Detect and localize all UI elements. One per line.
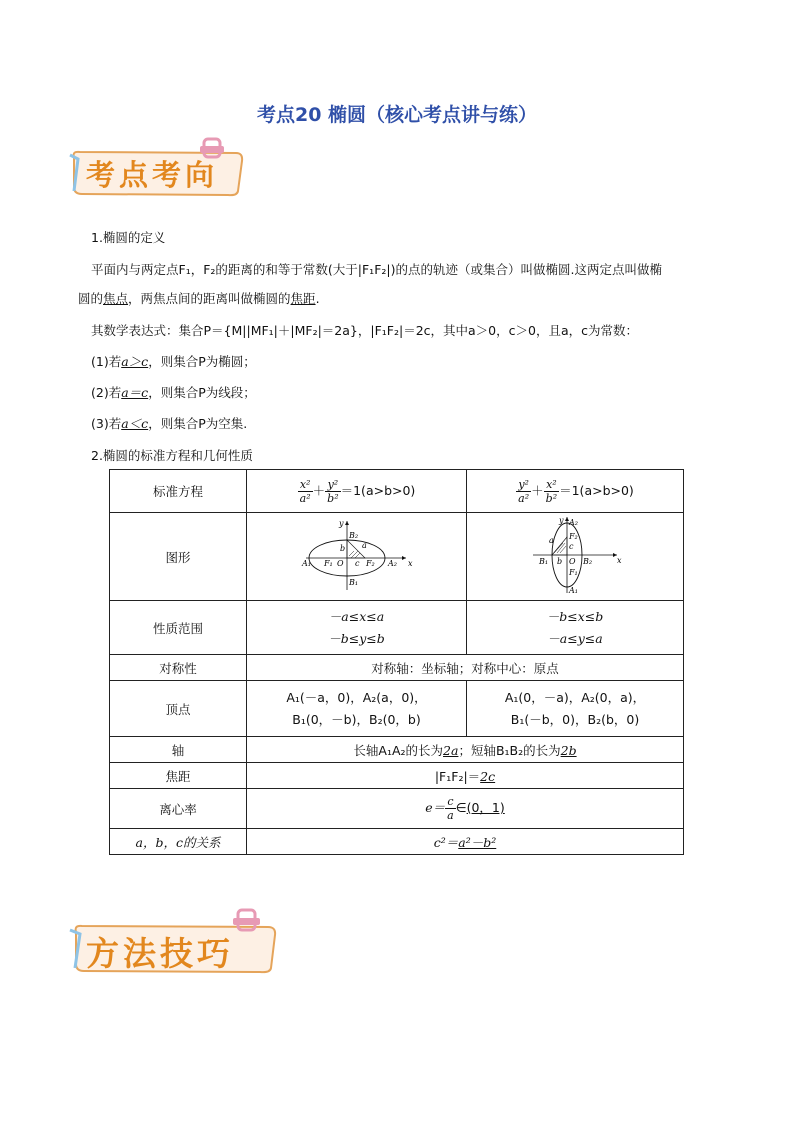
label-f2: F₂ — [569, 532, 578, 541]
equation-tail: ＝1(a>b>0) — [559, 482, 634, 498]
long-axis-length: 2a — [443, 742, 459, 758]
math-expression: 其数学表达式：集合P＝{M||MF₁|＋|MF₂|＝2a}，|F₁F₂|＝2c，其中a＞0，c＞0，且a，c为常数： — [91, 323, 638, 338]
label-b: b — [557, 557, 563, 566]
eccentricity-value — [247, 789, 684, 829]
relation-value — [247, 829, 684, 855]
fraction — [516, 478, 531, 505]
label-origin: O — [569, 557, 576, 566]
case-condition: a＝c — [121, 385, 149, 400]
banner-fangfa — [68, 920, 283, 973]
row-label: 性质范围 — [110, 601, 247, 655]
fraction-denominator: b² — [545, 491, 558, 505]
definition-line2 — [78, 284, 698, 313]
ecc-range: (0，1) — [466, 800, 505, 815]
axis-text: 长轴A₁A₂的长为 — [353, 742, 444, 758]
row-label: 图形 — [110, 513, 247, 601]
fraction-numerator: x² — [298, 478, 313, 492]
range-y: －b≤y≤b — [328, 630, 385, 646]
table-row — [110, 829, 684, 855]
label-f2: F₂ — [365, 559, 375, 568]
fraction-numerator: x² — [544, 478, 559, 492]
case-condition: a＜c — [121, 416, 149, 431]
table-row — [110, 763, 684, 789]
figure-vertical-ellipse — [467, 513, 684, 601]
case-1 — [91, 347, 711, 376]
horizontal-ellipse-diagram — [302, 518, 412, 592]
table-row — [110, 655, 684, 681]
short-axis-length: 2b — [560, 742, 577, 758]
definition-text: 圆的 — [78, 291, 104, 306]
fraction-denominator: a² — [299, 491, 311, 505]
term-focus: 焦点 — [103, 291, 129, 306]
label-origin: O — [336, 559, 344, 568]
label-f1: F₁ — [323, 559, 333, 568]
vertex-horizontal — [247, 681, 467, 737]
focal-value — [247, 763, 684, 789]
fraction-numerator: c — [445, 795, 456, 809]
fraction-numerator: y² — [325, 478, 340, 492]
relation-formula: a²－b² — [458, 834, 497, 850]
axis-label-x: x — [407, 559, 413, 568]
case-2 — [91, 378, 711, 407]
table-row — [110, 789, 684, 829]
ecc-text: e＝ — [425, 800, 446, 815]
case-text: ，则集合P为线段； — [148, 385, 256, 400]
label-c: c — [569, 542, 574, 551]
table-row — [110, 737, 684, 763]
vertex-b: B₁(0，－b)，B₂(0，b) — [292, 711, 421, 727]
row-label: 标准方程 — [110, 470, 247, 513]
fraction — [445, 795, 456, 822]
axis-label-y: y — [559, 516, 564, 525]
definition-text: . — [315, 291, 320, 306]
standard-eq-horizontal: $\frac{\text{x²}}{\text{a²}}$ ＋ $\frac{\text{y²}}{\text{b²}}$ ＝1(a>b>0) — [247, 470, 467, 513]
range-x: －a≤x≤a — [328, 608, 385, 624]
vertex-a: A₁(0，－a)，A₂(0，a)， — [504, 689, 646, 705]
label-c: c — [354, 559, 359, 568]
table-row — [110, 601, 684, 655]
case-text: ，则集合P为椭圆； — [148, 354, 256, 369]
vertex-b: B₁(－b，0)，B₂(b，0) — [510, 711, 640, 727]
figure-horizontal-ellipse — [247, 513, 467, 601]
banner-kaodian-label: 考点考向 — [86, 158, 219, 192]
label-a: a — [361, 541, 367, 550]
definition-line1: 平面内与两定点F₁，F₂的距离的和等于常数(大于|F₁F₂|)的点的轨迹（或集合）叫做椭圆.这两定点叫做椭 — [91, 262, 662, 277]
label-a1: A₁ — [569, 586, 578, 595]
equation-tail: ＝1(a>b>0) — [340, 482, 416, 498]
row-label: 轴 — [110, 737, 247, 763]
ecc-text: ∈ — [455, 800, 467, 815]
focal-text: |F₁F₂|＝ — [434, 768, 481, 784]
fraction-denominator: a² — [518, 491, 530, 505]
range-horizontal — [247, 601, 467, 655]
row-label: 顶点 — [110, 681, 247, 737]
label-b2: B₂ — [348, 531, 358, 540]
table-row — [110, 681, 684, 737]
label-a1: A₁ — [301, 559, 311, 568]
fraction — [325, 478, 340, 505]
table-row — [110, 513, 684, 601]
axis-value — [247, 737, 684, 763]
focal-distance: 2c — [480, 768, 496, 784]
case-text: ，则集合P为空集. — [148, 416, 248, 431]
page-title: 考点20 椭圆（核心考点讲与练） — [256, 104, 538, 126]
fraction — [544, 478, 559, 505]
case-text: (1)若 — [91, 354, 122, 369]
label-b1: B₁ — [539, 557, 549, 566]
term-focal-distance: 焦距 — [290, 291, 316, 306]
banner-kaodian — [68, 147, 248, 197]
vertex-a: A₁(－a，0)，A₂(a，0)， — [286, 689, 427, 705]
label-a: a — [549, 536, 554, 545]
fraction-numerator: y² — [516, 478, 531, 492]
case-text: (2)若 — [91, 385, 122, 400]
section-properties-heading: 2.椭圆的标准方程和几何性质 — [91, 448, 253, 463]
ellipse-properties-table — [109, 469, 684, 855]
label-f1: F₁ — [569, 568, 578, 577]
axis-label-x: x — [617, 556, 622, 565]
fraction-denominator: b² — [327, 491, 339, 505]
vertex-vertical — [467, 681, 684, 737]
label-a2: A₂ — [387, 559, 397, 568]
fraction — [298, 478, 313, 505]
vertical-ellipse-diagram — [527, 515, 623, 595]
label-b1: B₁ — [348, 578, 358, 587]
axis-text: ；短轴B₁B₂的长为 — [458, 742, 561, 758]
range-x: －b≤x≤b — [546, 608, 604, 624]
row-label: 焦距 — [110, 763, 247, 789]
case-condition: a＞c — [121, 354, 149, 369]
axis-label-y: y — [338, 519, 344, 528]
label-a2: A₂ — [569, 518, 578, 527]
section-definition-heading: 1.椭圆的定义 — [91, 230, 166, 245]
label-b: b — [339, 544, 345, 553]
label-b2: B₂ — [583, 557, 593, 566]
banner-fangfa-label: 方法技巧 — [86, 934, 234, 973]
case-3 — [91, 409, 711, 438]
standard-eq-vertical: $\frac{\text{y²}}{\text{a²}}$ ＋ $\frac{\text{x²}}{\text{b²}}$ ＝1(a>b>0) — [467, 470, 684, 513]
clip-icon — [231, 908, 263, 932]
range-vertical — [467, 601, 684, 655]
fraction-denominator: a — [447, 809, 454, 822]
case-text: (3)若 — [91, 416, 122, 431]
range-y: －a≤y≤a — [547, 630, 603, 646]
row-label: a，b，c的关系 — [110, 829, 247, 855]
relation-text: c²＝ — [433, 834, 459, 850]
row-label: 离心率 — [110, 789, 247, 829]
definition-text: ，两焦点间的距离叫做椭圆的 — [128, 291, 291, 306]
symmetry-value: 对称轴：坐标轴；对称中心：原点 — [247, 655, 684, 681]
row-label: 对称性 — [110, 655, 247, 681]
table-row — [110, 470, 684, 513]
